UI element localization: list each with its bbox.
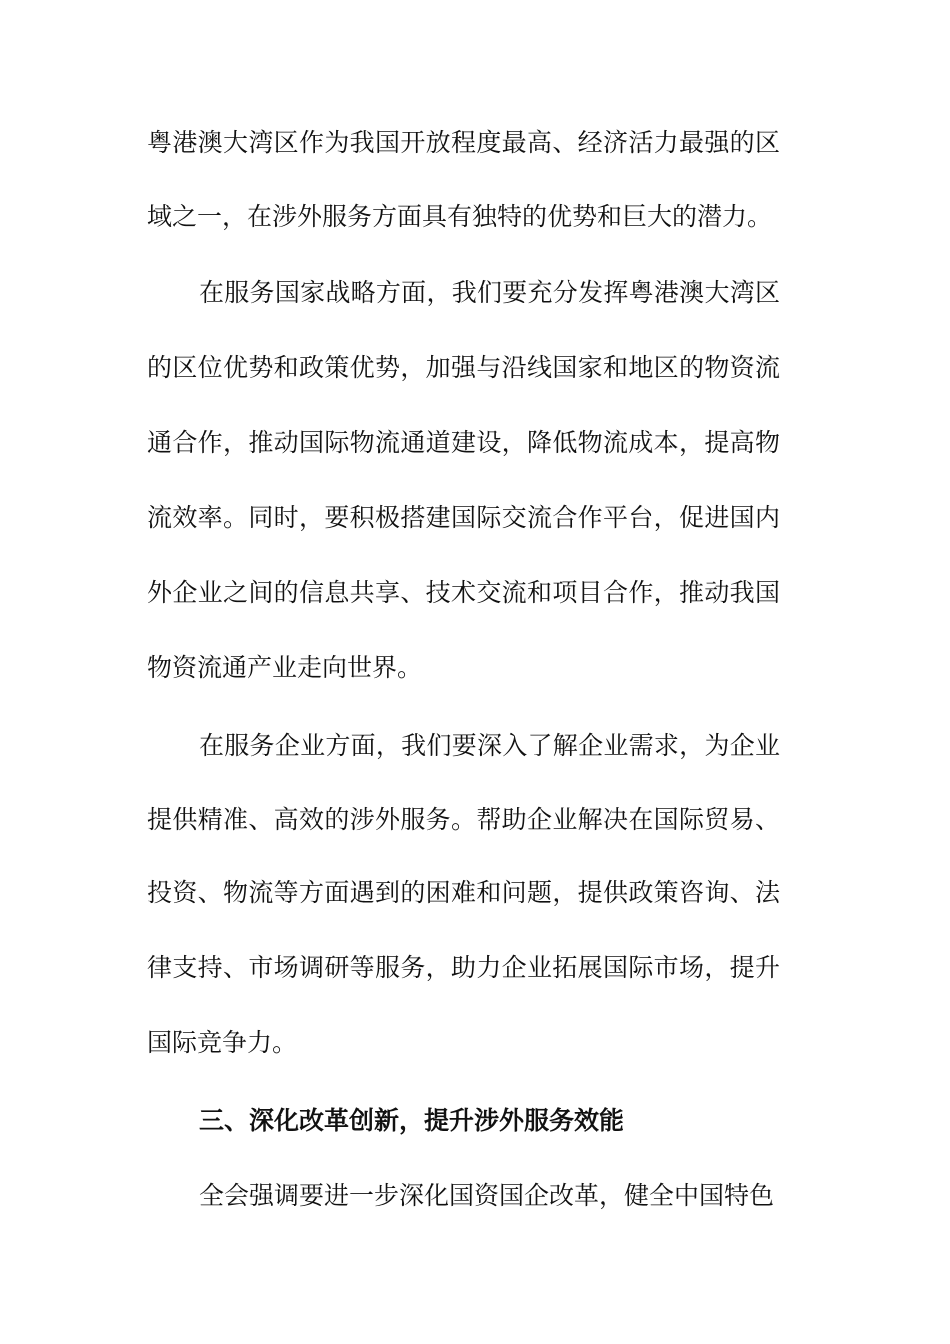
paragraph-line: 的区位优势和政策优势，加强与沿线国家和地区的物资流 <box>147 353 780 382</box>
paragraph-line: 外企业之间的信息共享、技术交流和项目合作，推动我国 <box>147 578 780 607</box>
paragraph-line: 提供精准、高效的涉外服务。帮助企业解决在国际贸易、 <box>147 805 780 834</box>
paragraph-line: 物资流通产业走向世界。 <box>147 653 423 682</box>
paragraph-line: 在服务国家战略方面，我们要充分发挥粤港澳大湾区 <box>199 278 780 307</box>
paragraph-line: 律支持、市场调研等服务，助力企业拓展国际市场，提升 <box>147 953 780 982</box>
paragraph-line: 粤港澳大湾区作为我国开放程度最高、经济活力最强的区 <box>147 128 780 157</box>
paragraph-line: 流效率。同时，要积极搭建国际交流合作平台，促进国内 <box>147 503 780 532</box>
paragraph-line: 投资、物流等方面遇到的困难和问题，提供政策咨询、法 <box>147 878 780 907</box>
section-heading: 三、深化改革创新，提升涉外服务效能 <box>199 1106 625 1135</box>
paragraph-line: 域之一，在涉外服务方面具有独特的优势和巨大的潜力。 <box>147 202 773 231</box>
paragraph-line: 全会强调要进一步深化国资国企改革，健全中国特色 <box>199 1181 775 1210</box>
paragraph-line: 在服务企业方面，我们要深入了解企业需求，为企业 <box>199 731 780 760</box>
paragraph-line: 国际竞争力。 <box>147 1028 298 1057</box>
paragraph-line: 通合作，推动国际物流通道建设，降低物流成本，提高物 <box>147 428 780 457</box>
